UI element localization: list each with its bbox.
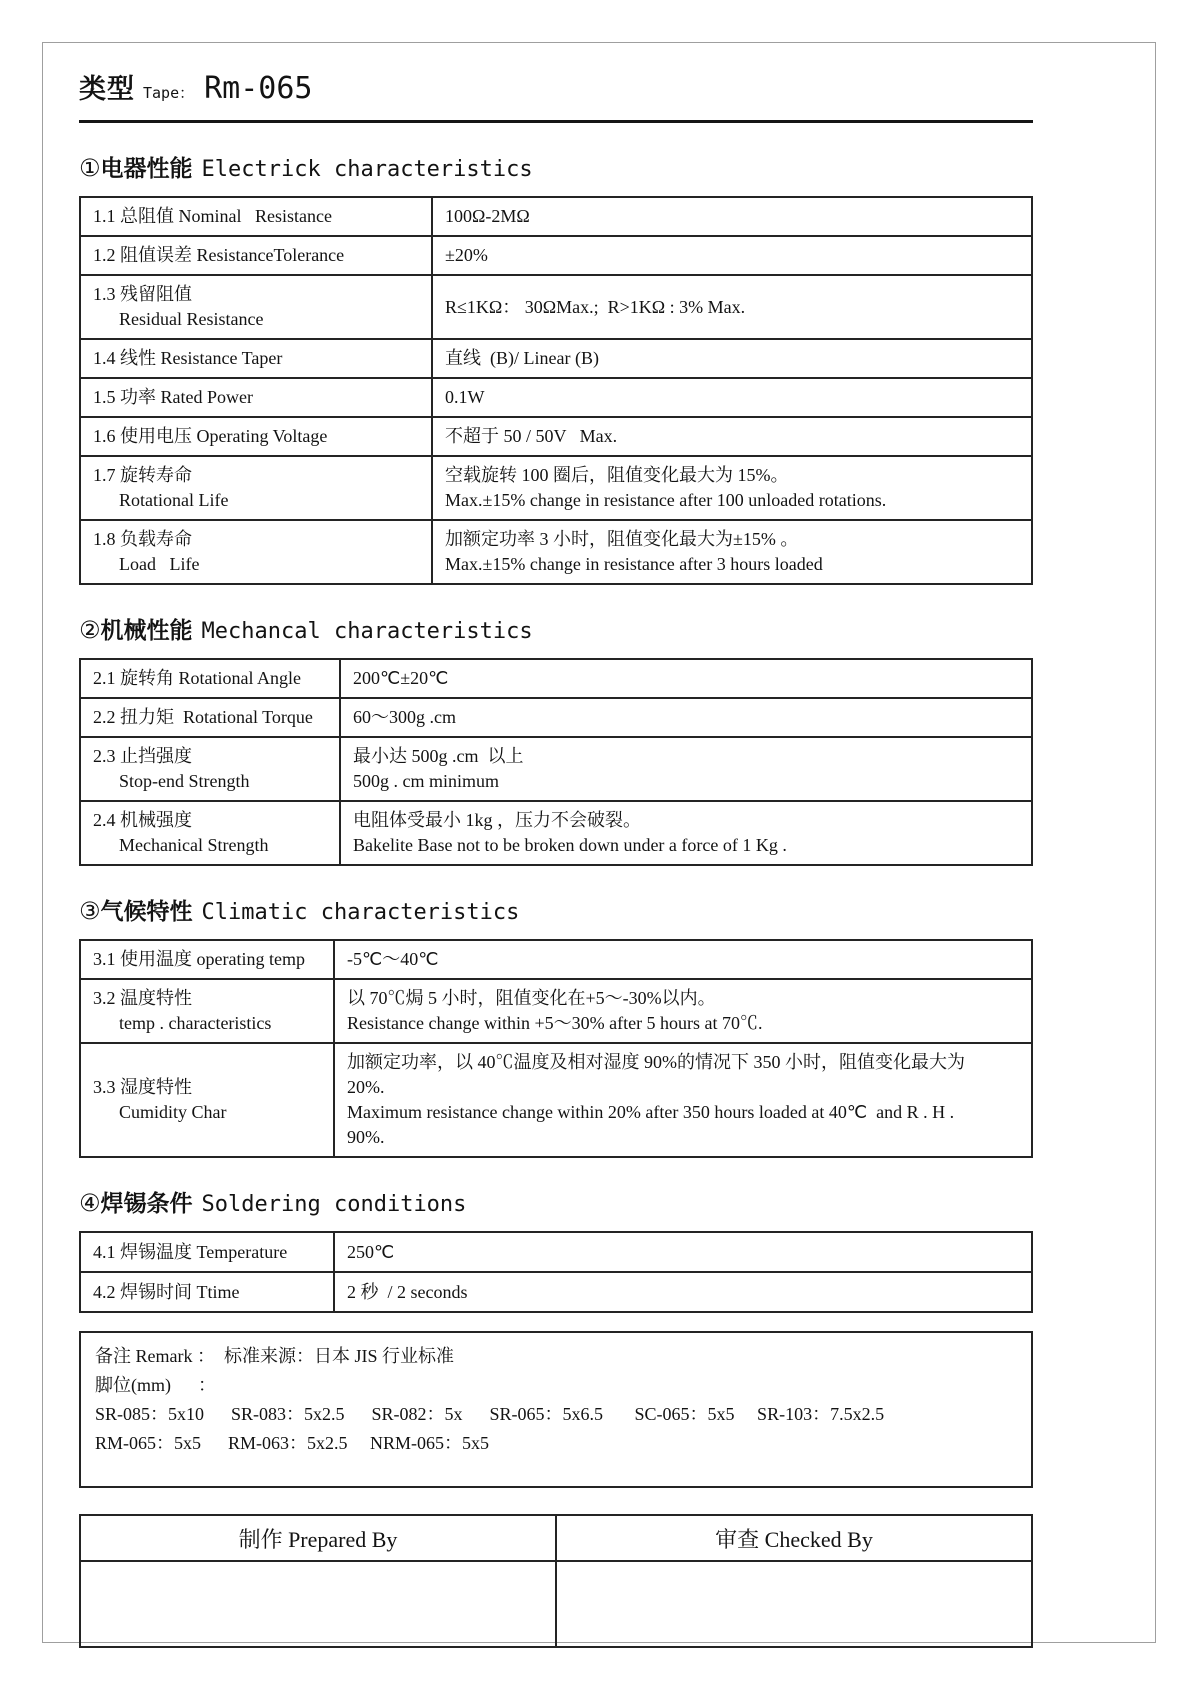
row-value bbox=[340, 737, 1032, 801]
table-row bbox=[80, 737, 1032, 801]
row-label bbox=[80, 520, 432, 584]
row-label bbox=[80, 737, 340, 801]
row-value bbox=[340, 659, 1032, 698]
section-title-en: Soldering conditions bbox=[201, 1192, 467, 1217]
signoff-table bbox=[79, 1514, 1033, 1648]
section-heading-mechanical bbox=[79, 612, 1033, 645]
prepared-by-cell: 制作 Prepared By bbox=[80, 1515, 556, 1561]
row-value-line: Resistance change within +5～30% after 5 hours at 70℃. bbox=[347, 1013, 763, 1033]
section-number: ③ bbox=[79, 897, 101, 925]
section-title-en: Climatic characteristics bbox=[201, 900, 520, 925]
remark-line-source: 备注 Remark ： 标准来源：日本 JIS 行业标准 bbox=[95, 1346, 454, 1366]
signoff-header-row bbox=[80, 1515, 1032, 1561]
row-value bbox=[340, 698, 1032, 737]
row-value bbox=[432, 417, 1032, 456]
row-label-line: 4.1 焊锡温度 Temperature bbox=[93, 1241, 288, 1262]
row-label-line: 1.8 负载寿命 bbox=[93, 529, 192, 549]
row-value bbox=[432, 520, 1032, 584]
row-value-line: 250℃ bbox=[347, 1241, 395, 1262]
row-label bbox=[80, 1272, 334, 1312]
row-value bbox=[432, 236, 1032, 275]
section-title-zh: 焊锡条件 bbox=[100, 1190, 193, 1216]
tape-value: Rm-065 bbox=[204, 71, 313, 106]
row-label-line: 2.4 机械强度 bbox=[93, 810, 192, 830]
remark-line-pin-sizes-1: SR-085：5x10 SR-083：5x2.5 SR-082：5x SR-065：5x6.5 SC-065：5x5 SR-103：7.5x2.5 bbox=[95, 1404, 885, 1424]
row-label bbox=[80, 197, 432, 236]
row-label bbox=[80, 456, 432, 520]
mechanical-table bbox=[79, 658, 1033, 866]
section-title-en: Electrick characteristics bbox=[201, 157, 533, 182]
row-value-line: 加额定功率，以 40℃温度及相对湿度 90%的情况下 350 小时，阻值变化最大为 bbox=[347, 1052, 965, 1072]
row-value bbox=[432, 275, 1032, 339]
row-label-line: 1.2 阻值误差 ResistanceTolerance bbox=[93, 245, 345, 265]
row-value bbox=[432, 339, 1032, 378]
row-value-line: 500g . cm minimum bbox=[353, 771, 499, 791]
section-number: ① bbox=[79, 154, 101, 182]
row-label-line: 1.1 总阻值 Nominal Resistance bbox=[93, 206, 332, 226]
page-frame bbox=[42, 42, 1156, 1643]
row-label-line: 1.6 使用电压 Operating Voltage bbox=[93, 426, 328, 446]
row-label bbox=[80, 801, 340, 865]
table-row bbox=[80, 197, 1032, 236]
table-row bbox=[80, 1232, 1032, 1272]
row-value-line: ±20% bbox=[445, 245, 488, 265]
row-value-line: R≤1KΩ： 30ΩMax.; R>1KΩ : 3% Max. bbox=[445, 296, 746, 317]
row-label-line: Cumidity Char bbox=[119, 1102, 227, 1122]
row-value bbox=[432, 456, 1032, 520]
row-label bbox=[80, 417, 432, 456]
table-row bbox=[80, 236, 1032, 275]
table-row bbox=[80, 979, 1032, 1043]
electrical-table bbox=[79, 196, 1033, 585]
row-value-line: Max.±15% change in resistance after 3 hours loaded bbox=[445, 554, 823, 574]
row-value-line: 60～300g .cm bbox=[353, 707, 456, 727]
section-heading-electrical bbox=[79, 150, 1033, 183]
table-row bbox=[80, 1043, 1032, 1157]
row-label-line: 2.3 止挡强度 bbox=[93, 746, 192, 766]
row-value bbox=[334, 1272, 1032, 1312]
row-label-line: 4.2 焊锡时间 Ttime bbox=[93, 1281, 240, 1302]
row-value bbox=[334, 979, 1032, 1043]
table-row bbox=[80, 378, 1032, 417]
type-zh-label: 类型 bbox=[79, 74, 135, 104]
table-row bbox=[80, 456, 1032, 520]
section-title-en: Mechancal characteristics bbox=[201, 619, 533, 644]
table-row bbox=[80, 1272, 1032, 1312]
table-row bbox=[80, 339, 1032, 378]
row-value-line: 90%. bbox=[347, 1127, 385, 1147]
table-row bbox=[80, 520, 1032, 584]
climatic-table bbox=[79, 939, 1033, 1158]
row-label-line: 3.1 使用温度 operating temp bbox=[93, 949, 305, 969]
row-value bbox=[432, 197, 1032, 236]
row-label bbox=[80, 698, 340, 737]
row-value-line: 加额定功率 3 小时，阻值变化最大为±15% 。 bbox=[445, 529, 799, 549]
row-label bbox=[80, 659, 340, 698]
row-value-line: 最小达 500g .cm 以上 bbox=[353, 746, 524, 766]
row-value-line: 2 秒 / 2 seconds bbox=[347, 1281, 468, 1302]
row-value bbox=[334, 940, 1032, 979]
row-value-line: -5℃～40℃ bbox=[347, 949, 439, 969]
document-content bbox=[43, 43, 1033, 1648]
table-row bbox=[80, 417, 1032, 456]
soldering-table bbox=[79, 1231, 1033, 1313]
section-title-zh: 机械性能 bbox=[100, 617, 193, 643]
row-label-line: 3.2 温度特性 bbox=[93, 988, 192, 1008]
row-value-line: Bakelite Base not to be broken down under a force of 1 Kg . bbox=[353, 835, 787, 855]
prepared-by-signature-cell bbox=[80, 1561, 556, 1647]
remark-box bbox=[79, 1331, 1033, 1488]
checked-by-signature-cell bbox=[556, 1561, 1032, 1647]
row-label-line: 1.7 旋转寿命 bbox=[93, 465, 192, 485]
row-label-line: 1.5 功率 Rated Power bbox=[93, 387, 253, 407]
row-value bbox=[432, 378, 1032, 417]
checked-by-cell: 审查 Checked By bbox=[556, 1515, 1032, 1561]
table-row bbox=[80, 275, 1032, 339]
row-value bbox=[340, 801, 1032, 865]
row-value-line: 直线 (B)/ Linear (B) bbox=[445, 348, 599, 368]
row-label bbox=[80, 339, 432, 378]
row-label-line: 3.3 湿度特性 bbox=[93, 1077, 192, 1097]
row-label-line: Stop-end Strength bbox=[119, 771, 250, 791]
remark-line-pin-sizes-2: RM-065：5x5 RM-063：5x2.5 NRM-065：5x5 bbox=[95, 1433, 490, 1453]
row-label-line: 2.2 扭力矩 Rotational Torque bbox=[93, 707, 313, 727]
section-number: ④ bbox=[79, 1189, 101, 1217]
row-value-line: 0.1W bbox=[445, 387, 485, 407]
section-heading-climatic bbox=[79, 893, 1033, 926]
row-label-line: Load Life bbox=[119, 554, 200, 574]
document-title bbox=[79, 67, 1033, 106]
row-value-line: 20%. bbox=[347, 1077, 385, 1097]
signoff-blank-row bbox=[80, 1561, 1032, 1647]
row-label bbox=[80, 979, 334, 1043]
row-label-line: Residual Resistance bbox=[119, 309, 264, 329]
table-row bbox=[80, 659, 1032, 698]
row-value-line: 100Ω-2MΩ bbox=[445, 206, 530, 226]
row-value bbox=[334, 1043, 1032, 1157]
row-label bbox=[80, 236, 432, 275]
title-rule bbox=[79, 120, 1033, 123]
row-label bbox=[80, 378, 432, 417]
row-label-line: Mechanical Strength bbox=[119, 835, 269, 855]
row-value-line: Maximum resistance change within 20% after 350 hours loaded at 40℃ and R . H . bbox=[347, 1102, 955, 1122]
row-value bbox=[334, 1232, 1032, 1272]
row-value-line: 200℃±20℃ bbox=[353, 668, 449, 688]
table-row bbox=[80, 698, 1032, 737]
section-title-zh: 气候特性 bbox=[100, 898, 193, 924]
row-value-line: Max.±15% change in resistance after 100 unloaded rotations. bbox=[445, 490, 887, 510]
row-label-line: 2.1 旋转角 Rotational Angle bbox=[93, 668, 301, 688]
section-title-zh: 电器性能 bbox=[100, 155, 193, 181]
table-row bbox=[80, 940, 1032, 979]
section-number: ② bbox=[79, 616, 101, 644]
row-label bbox=[80, 940, 334, 979]
row-label bbox=[80, 1043, 334, 1157]
row-value-line: 空载旋转 100 圈后，阻值变化最大为 15%。 bbox=[445, 465, 789, 485]
row-label-line: Rotational Life bbox=[119, 490, 229, 510]
row-label bbox=[80, 275, 432, 339]
row-label-line: 1.4 线性 Resistance Taper bbox=[93, 348, 283, 368]
remark-line-pins-label: 脚位(mm) ： bbox=[95, 1375, 216, 1395]
section-heading-soldering bbox=[79, 1185, 1033, 1218]
row-label-line: 1.3 残留阻值 bbox=[93, 284, 192, 304]
row-value-line: 不超于 50 / 50V Max. bbox=[445, 426, 618, 446]
table-row bbox=[80, 801, 1032, 865]
tape-label: Tape： bbox=[143, 84, 195, 102]
row-value-line: 电阻体受最小 1kg ，压力不会破裂。 bbox=[353, 810, 641, 830]
row-label-line: temp . characteristics bbox=[119, 1013, 272, 1033]
row-value-line: 以 70℃焗 5 小时，阻值变化在+5～-30%以内。 bbox=[347, 988, 716, 1008]
row-label bbox=[80, 1232, 334, 1272]
